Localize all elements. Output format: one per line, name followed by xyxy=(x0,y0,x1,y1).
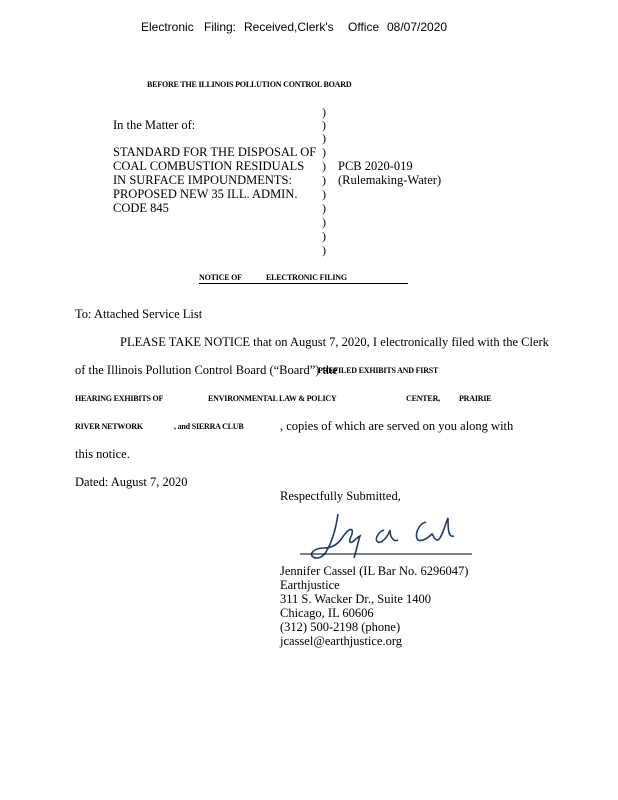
body-caps: PRAIRIE xyxy=(459,394,492,403)
notice-title-part1: NOTICE OF xyxy=(199,273,242,282)
stamp-office: Office xyxy=(348,20,380,34)
body-caps: PREFILED EXHIBITS AND FIRST xyxy=(318,366,439,375)
body-line: , copies of which are served on you along with xyxy=(280,419,514,433)
body-caps: CENTER, xyxy=(406,394,440,403)
notice-title-underline xyxy=(199,283,408,284)
signature-line: (312) 500-2198 (phone) xyxy=(280,620,401,634)
stamp-date: 08/07/2020 xyxy=(387,20,448,34)
body-line: this notice. xyxy=(75,447,130,461)
caption-paren: ) xyxy=(322,105,326,119)
body-line: of the Illinois Pollution Control Board (“Board”) the xyxy=(75,363,338,377)
signature-line: Earthjustice xyxy=(280,578,340,592)
stamp-filing: Filing: xyxy=(204,20,237,34)
body-caps: ENVIRONMENTAL LAW & POLICY xyxy=(208,394,337,403)
caption-paren: ) xyxy=(322,173,326,187)
caption-paren: ) xyxy=(322,201,326,215)
board-heading: BEFORE THE ILLINOIS POLLUTION CONTROL BOARD xyxy=(147,80,352,89)
caption-paren: ) xyxy=(322,243,326,257)
signature-email: jcassel@earthjustice.org xyxy=(280,634,403,648)
body-caps: HEARING EXHIBITS OF xyxy=(75,394,164,403)
case-type: (Rulemaking-Water) xyxy=(338,173,442,187)
caption-paren: ) xyxy=(322,118,326,132)
signature-line: 311 S. Wacker Dr., Suite 1400 xyxy=(280,592,432,606)
body-caps: , and SIERRA CLUB xyxy=(174,422,244,431)
notice-title-part2: ELECTRONIC FILING xyxy=(266,273,347,282)
closing-line: Respectfully Submitted, xyxy=(280,489,401,503)
to-line: To: Attached Service List xyxy=(75,307,203,321)
body-line: PLEASE TAKE NOTICE that on August 7, 2020, I electronically filed with the Clerk xyxy=(120,335,549,349)
case-number: PCB 2020-019 xyxy=(338,159,413,173)
dated-line: Dated: August 7, 2020 xyxy=(75,475,188,489)
caption-paren: ) xyxy=(322,159,326,173)
caption-title-line: COAL COMBUSTION RESIDUALS xyxy=(113,159,305,173)
caption-paren: ) xyxy=(322,131,326,145)
stamp-received: Received,Clerk's xyxy=(244,20,334,34)
caption-paren: ) xyxy=(322,145,326,159)
handwritten-signature xyxy=(298,508,473,568)
signature-line: Jennifer Cassel (IL Bar No. 6296047) xyxy=(280,564,469,578)
stamp-electronic: Electronic xyxy=(141,20,194,34)
body-caps: RIVER NETWORK xyxy=(75,422,143,431)
signature-line: Chicago, IL 60606 xyxy=(280,606,374,620)
caption-title-line: PROPOSED NEW 35 ILL. ADMIN. xyxy=(113,187,298,201)
caption-title-line: IN SURFACE IMPOUNDMENTS: xyxy=(113,173,292,187)
caption-title-line: STANDARD FOR THE DISPOSAL OF xyxy=(113,145,317,159)
caption-paren: ) xyxy=(322,187,326,201)
caption-paren: ) xyxy=(322,229,326,243)
caption-paren: ) xyxy=(322,215,326,229)
caption-title-line: CODE 845 xyxy=(113,201,169,215)
in-the-matter-of: In the Matter of: xyxy=(113,118,196,132)
